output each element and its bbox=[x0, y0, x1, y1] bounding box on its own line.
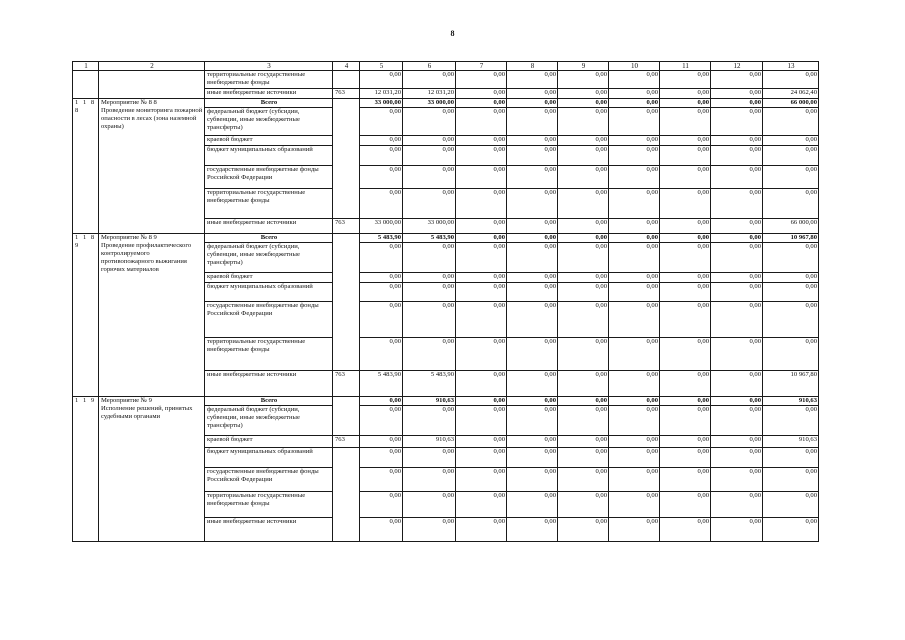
table-cell: 0,00 bbox=[609, 406, 660, 436]
col-header: 10 bbox=[609, 62, 660, 71]
table-cell: 0,00 bbox=[711, 166, 763, 189]
table-cell: государственные внебюджетные фонды Российской Федерации bbox=[205, 468, 333, 492]
table-cell: 0,00 bbox=[711, 146, 763, 166]
table-cell: 0,00 bbox=[456, 338, 507, 371]
table-cell bbox=[333, 71, 360, 89]
table-cell: 0,00 bbox=[609, 302, 660, 338]
table-cell: 0,00 bbox=[711, 234, 763, 243]
table-cell: Всего bbox=[205, 397, 333, 406]
table-cell bbox=[73, 71, 99, 99]
table-cell: 0,00 bbox=[456, 99, 507, 108]
table-cell: 0,00 bbox=[558, 273, 609, 283]
table-cell: 0,00 bbox=[507, 468, 558, 492]
table-cell: 0,00 bbox=[660, 338, 711, 371]
table-row-total bbox=[73, 397, 819, 406]
table-cell: 0,00 bbox=[507, 302, 558, 338]
table-cell: 0,00 bbox=[456, 436, 507, 448]
table-cell: 0,00 bbox=[558, 234, 609, 243]
table-cell: краевой бюджет bbox=[205, 136, 333, 146]
event-text: Исполнение решений, принятых судебными органами bbox=[101, 405, 193, 420]
table-cell: 0,00 bbox=[360, 518, 403, 542]
table-cell: 0,00 bbox=[507, 89, 558, 99]
table-cell: 0,00 bbox=[711, 436, 763, 448]
table-cell: иные внебюджетные источники bbox=[205, 518, 333, 542]
event-description bbox=[99, 397, 205, 542]
table-cell: государственные внебюджетные фонды Российской Федерации bbox=[205, 166, 333, 189]
col-header: 13 bbox=[763, 62, 819, 71]
table-cell: 0,00 bbox=[558, 89, 609, 99]
table-cell: 1 1 8 9 bbox=[73, 234, 99, 397]
table-cell: 0,00 bbox=[403, 71, 456, 89]
table-cell: 5 483,90 bbox=[403, 371, 456, 397]
col-header: 11 bbox=[660, 62, 711, 71]
table-cell: 0,00 bbox=[660, 468, 711, 492]
table-cell: 0,00 bbox=[660, 283, 711, 302]
table-cell: 0,00 bbox=[403, 136, 456, 146]
table-cell: территориальные государственные внебюджетные фонды bbox=[205, 492, 333, 518]
table-cell: 0,00 bbox=[456, 448, 507, 468]
table-cell: территориальные государственные внебюджетные фонды bbox=[205, 338, 333, 371]
table-cell: 0,00 bbox=[507, 219, 558, 234]
table-cell: государственные внебюджетные фонды Российской Федерации bbox=[205, 302, 333, 338]
table-cell: 0,00 bbox=[711, 71, 763, 89]
table-cell: 0,00 bbox=[660, 189, 711, 219]
table-cell: 0,00 bbox=[403, 189, 456, 219]
table-cell: 0,00 bbox=[609, 243, 660, 273]
table-cell: 0,00 bbox=[456, 273, 507, 283]
table-cell bbox=[333, 234, 360, 371]
table-cell: 0,00 bbox=[558, 146, 609, 166]
table-cell: 0,00 bbox=[360, 338, 403, 371]
table-cell: 0,00 bbox=[360, 243, 403, 273]
event-description bbox=[99, 99, 205, 234]
table-cell: 0,00 bbox=[507, 406, 558, 436]
table-cell: 0,00 bbox=[660, 166, 711, 189]
table-cell: 0,00 bbox=[507, 243, 558, 273]
table-cell: 0,00 bbox=[660, 518, 711, 542]
table-cell: 0,00 bbox=[609, 108, 660, 136]
table-cell: 910,63 bbox=[403, 436, 456, 448]
table-cell bbox=[333, 397, 360, 436]
table-cell: 0,00 bbox=[660, 136, 711, 146]
table-cell: 0,00 bbox=[763, 302, 819, 338]
table-cell: 0,00 bbox=[456, 492, 507, 518]
table-cell: 0,00 bbox=[558, 302, 609, 338]
table-cell: 0,00 bbox=[507, 234, 558, 243]
table-cell bbox=[99, 71, 205, 99]
budget-table bbox=[72, 61, 819, 542]
table-cell: 0,00 bbox=[711, 189, 763, 219]
table-cell: 0,00 bbox=[558, 436, 609, 448]
col-header: 2 bbox=[99, 62, 205, 71]
table-cell: иные внебюджетные источники bbox=[205, 219, 333, 234]
table-cell: 0,00 bbox=[660, 436, 711, 448]
table-cell: 0,00 bbox=[609, 397, 660, 406]
table-cell: 0,00 bbox=[507, 518, 558, 542]
table-cell: 0,00 bbox=[711, 243, 763, 273]
table-cell: 0,00 bbox=[456, 136, 507, 146]
table-cell: 0,00 bbox=[763, 468, 819, 492]
col-header: 9 bbox=[558, 62, 609, 71]
table-cell: 0,00 bbox=[507, 108, 558, 136]
table-cell: Всего bbox=[205, 234, 333, 243]
table-cell: бюджет муниципальных образований bbox=[205, 283, 333, 302]
table-cell: 0,00 bbox=[609, 166, 660, 189]
event-title: Мероприятие № 8 9 bbox=[101, 234, 157, 241]
table-cell: 24 062,40 bbox=[763, 89, 819, 99]
table-cell: 0,00 bbox=[507, 448, 558, 468]
table-cell: 5 483,90 bbox=[360, 371, 403, 397]
table-row-total bbox=[73, 234, 819, 243]
table-cell: 1 1 9 bbox=[73, 397, 99, 542]
table-cell: 0,00 bbox=[660, 219, 711, 234]
table-cell: 0,00 bbox=[456, 243, 507, 273]
table-cell: 0,00 bbox=[360, 397, 403, 406]
table-cell: 0,00 bbox=[360, 273, 403, 283]
table-cell: 0,00 bbox=[360, 492, 403, 518]
table-cell: 0,00 bbox=[403, 166, 456, 189]
table-cell: 0,00 bbox=[403, 108, 456, 136]
table-cell: 5 483,90 bbox=[360, 234, 403, 243]
table-cell: 0,00 bbox=[558, 518, 609, 542]
table-cell: 0,00 bbox=[660, 146, 711, 166]
table-cell: 0,00 bbox=[403, 406, 456, 436]
table-cell: 0,00 bbox=[660, 273, 711, 283]
table-cell: 0,00 bbox=[360, 71, 403, 89]
table-cell: 0,00 bbox=[558, 283, 609, 302]
table-cell: 0,00 bbox=[456, 166, 507, 189]
table-cell: 0,00 bbox=[507, 273, 558, 283]
table-cell: 0,00 bbox=[403, 492, 456, 518]
table-cell: иные внебюджетные источники bbox=[205, 371, 333, 397]
col-header: 4 bbox=[333, 62, 360, 71]
table-cell: 0,00 bbox=[609, 371, 660, 397]
event-text: Проведение мониторинга пожарной опасности в лесах (зона наземной охраны) bbox=[101, 107, 203, 130]
table-cell: бюджет муниципальных образований bbox=[205, 146, 333, 166]
table-cell: 0,00 bbox=[660, 99, 711, 108]
table-cell: 763 bbox=[333, 219, 360, 234]
table-cell: 0,00 bbox=[558, 166, 609, 189]
table-cell: 0,00 bbox=[558, 397, 609, 406]
table-cell: Всего bbox=[205, 99, 333, 108]
event-title: Мероприятие № 9 bbox=[101, 397, 152, 404]
table-cell: 0,00 bbox=[609, 146, 660, 166]
table-cell: 0,00 bbox=[456, 283, 507, 302]
table-cell: 0,00 bbox=[403, 302, 456, 338]
table-cell: 0,00 bbox=[507, 136, 558, 146]
table-cell: 910,63 bbox=[403, 397, 456, 406]
table-cell: 0,00 bbox=[403, 146, 456, 166]
table-cell: 0,00 bbox=[360, 136, 403, 146]
table-cell: федеральный бюджет (субсидии, субвенции, иные межбюджетные трансферты) bbox=[205, 406, 333, 436]
table-cell: 0,00 bbox=[609, 468, 660, 492]
table-row-total bbox=[73, 99, 819, 108]
table-cell: 0,00 bbox=[660, 448, 711, 468]
table-cell: бюджет муниципальных образований bbox=[205, 448, 333, 468]
table-cell: 0,00 bbox=[711, 397, 763, 406]
table-cell: 0,00 bbox=[558, 99, 609, 108]
table-cell: 0,00 bbox=[360, 189, 403, 219]
table-cell: 0,00 bbox=[558, 338, 609, 371]
table-cell: 0,00 bbox=[403, 338, 456, 371]
table-cell: 12 031,20 bbox=[360, 89, 403, 99]
table-cell: 0,00 bbox=[711, 448, 763, 468]
table-cell: 0,00 bbox=[609, 283, 660, 302]
table-cell: 0,00 bbox=[456, 406, 507, 436]
table-cell: 0,00 bbox=[360, 406, 403, 436]
table-cell: 0,00 bbox=[711, 338, 763, 371]
event-title: Мероприятие № 8 8 bbox=[101, 99, 157, 106]
table-cell: 0,00 bbox=[609, 448, 660, 468]
table-cell: 0,00 bbox=[507, 492, 558, 518]
table-cell: 0,00 bbox=[360, 146, 403, 166]
event-text: Проведение профилактического контролируемого противопожарного выжигания горючих материалов bbox=[101, 242, 192, 273]
table-cell bbox=[333, 99, 360, 219]
table-cell: 0,00 bbox=[360, 166, 403, 189]
table-cell: федеральный бюджет (субсидии, субвенции, иные межбюджетные трансферты) bbox=[205, 108, 333, 136]
table-cell: 0,00 bbox=[609, 518, 660, 542]
table-cell: 0,00 bbox=[507, 189, 558, 219]
table-cell: 0,00 bbox=[403, 243, 456, 273]
table-cell: краевой бюджет bbox=[205, 436, 333, 448]
table-cell: 0,00 bbox=[507, 71, 558, 89]
table-cell: 66 000,00 bbox=[763, 99, 819, 108]
table-cell: федеральный бюджет (субсидии, субвенции, иные межбюджетные трансферты) bbox=[205, 243, 333, 273]
table-cell: иные внебюджетные источники bbox=[205, 89, 333, 99]
table-cell: 0,00 bbox=[558, 136, 609, 146]
table-cell: 0,00 bbox=[403, 468, 456, 492]
table-cell: 0,00 bbox=[711, 492, 763, 518]
page-number: 8 bbox=[450, 29, 455, 38]
table-cell: 0,00 bbox=[711, 283, 763, 302]
table-cell: 763 bbox=[333, 436, 360, 448]
table-cell: 0,00 bbox=[763, 338, 819, 371]
table-row bbox=[73, 71, 819, 89]
table-cell: 0,00 bbox=[456, 371, 507, 397]
table-cell: 0,00 bbox=[763, 448, 819, 468]
table-cell: 0,00 bbox=[660, 234, 711, 243]
table-cell: 0,00 bbox=[711, 518, 763, 542]
table-cell: 0,00 bbox=[507, 397, 558, 406]
table-cell: 0,00 bbox=[507, 338, 558, 371]
table-cell: 0,00 bbox=[456, 234, 507, 243]
event-description bbox=[99, 234, 205, 397]
table-cell: 12 031,20 bbox=[403, 89, 456, 99]
col-header: 5 bbox=[360, 62, 403, 71]
table-cell: 0,00 bbox=[456, 302, 507, 338]
table-cell: 10 967,80 bbox=[763, 234, 819, 243]
col-header: 7 bbox=[456, 62, 507, 71]
table-cell: 0,00 bbox=[711, 302, 763, 338]
table-cell: 0,00 bbox=[558, 189, 609, 219]
table-cell: 0,00 bbox=[558, 243, 609, 273]
table-cell: 10 967,80 bbox=[763, 371, 819, 397]
table-cell: 0,00 bbox=[403, 283, 456, 302]
table-cell: 0,00 bbox=[360, 108, 403, 136]
table-cell: 0,00 bbox=[456, 518, 507, 542]
table-cell: 0,00 bbox=[558, 492, 609, 518]
table-cell: 0,00 bbox=[360, 448, 403, 468]
table-cell: 0,00 bbox=[660, 302, 711, 338]
table-cell: 763 bbox=[333, 89, 360, 99]
table-cell: 0,00 bbox=[660, 492, 711, 518]
table-cell: 0,00 bbox=[763, 166, 819, 189]
table-cell: 0,00 bbox=[507, 371, 558, 397]
table-cell: 0,00 bbox=[763, 273, 819, 283]
table-cell: 0,00 bbox=[558, 219, 609, 234]
table-cell: 0,00 bbox=[763, 283, 819, 302]
table-cell: 0,00 bbox=[507, 283, 558, 302]
table-cell: 0,00 bbox=[660, 243, 711, 273]
col-header: 8 bbox=[507, 62, 558, 71]
table-cell: 0,00 bbox=[558, 406, 609, 436]
table-cell: 0,00 bbox=[456, 71, 507, 89]
table-cell: 0,00 bbox=[660, 89, 711, 99]
table-cell: 910,63 bbox=[763, 397, 819, 406]
table-cell: 0,00 bbox=[711, 136, 763, 146]
table-cell: 0,00 bbox=[360, 302, 403, 338]
table-cell: 763 bbox=[333, 371, 360, 397]
table-cell: 0,00 bbox=[763, 492, 819, 518]
table-cell: 0,00 bbox=[456, 219, 507, 234]
table-cell: 0,00 bbox=[456, 189, 507, 219]
table-cell: 0,00 bbox=[456, 468, 507, 492]
table-cell: 0,00 bbox=[609, 71, 660, 89]
table-cell: 5 483,90 bbox=[403, 234, 456, 243]
table-cell: 0,00 bbox=[763, 518, 819, 542]
table-cell: 0,00 bbox=[660, 71, 711, 89]
table-cell: 33 000,00 bbox=[403, 219, 456, 234]
table-cell: 33 000,00 bbox=[360, 99, 403, 108]
table-cell: 910,63 bbox=[763, 436, 819, 448]
table-cell: краевой бюджет bbox=[205, 273, 333, 283]
table-cell: 0,00 bbox=[456, 397, 507, 406]
table-cell: 1 1 8 8 bbox=[73, 99, 99, 234]
col-header: 3 bbox=[205, 62, 333, 71]
table-cell: 66 000,00 bbox=[763, 219, 819, 234]
col-header: 1 bbox=[73, 62, 99, 71]
table-cell: 0,00 bbox=[558, 468, 609, 492]
table-cell: 0,00 bbox=[403, 518, 456, 542]
table-cell: 0,00 bbox=[763, 71, 819, 89]
table-cell: 33 000,00 bbox=[360, 219, 403, 234]
table-cell: 0,00 bbox=[711, 406, 763, 436]
table-cell: 0,00 bbox=[660, 406, 711, 436]
table-cell: территориальные государственные внебюджетные фонды bbox=[205, 189, 333, 219]
table-cell: 0,00 bbox=[763, 243, 819, 273]
table-cell: 0,00 bbox=[711, 99, 763, 108]
table-cell: 0,00 bbox=[609, 234, 660, 243]
table-cell: 0,00 bbox=[711, 89, 763, 99]
table-cell: 0,00 bbox=[711, 371, 763, 397]
table-cell: 0,00 bbox=[456, 146, 507, 166]
table-cell: 0,00 bbox=[360, 283, 403, 302]
col-header: 12 bbox=[711, 62, 763, 71]
table-cell: 0,00 bbox=[609, 436, 660, 448]
table-cell: 0,00 bbox=[360, 436, 403, 448]
table-cell: 0,00 bbox=[609, 189, 660, 219]
table-cell: 0,00 bbox=[360, 468, 403, 492]
column-number-row bbox=[73, 62, 819, 71]
table-cell: 0,00 bbox=[660, 397, 711, 406]
table-cell: 0,00 bbox=[507, 166, 558, 189]
table-cell: 0,00 bbox=[609, 492, 660, 518]
table-cell bbox=[333, 448, 360, 542]
table-cell: 0,00 bbox=[507, 436, 558, 448]
table-cell: 33 000,00 bbox=[403, 99, 456, 108]
table-cell: 0,00 bbox=[507, 146, 558, 166]
table-cell: 0,00 bbox=[403, 273, 456, 283]
table-cell: 0,00 bbox=[558, 371, 609, 397]
table-cell: 0,00 bbox=[609, 219, 660, 234]
table-cell: территориальные государственные внебюджетные фонды bbox=[205, 71, 333, 89]
table-cell: 0,00 bbox=[660, 108, 711, 136]
table-cell: 0,00 bbox=[660, 371, 711, 397]
table-cell: 0,00 bbox=[711, 273, 763, 283]
col-header: 6 bbox=[403, 62, 456, 71]
table-cell: 0,00 bbox=[558, 71, 609, 89]
table-cell: 0,00 bbox=[609, 136, 660, 146]
table-cell: 0,00 bbox=[558, 448, 609, 468]
table-cell: 0,00 bbox=[456, 108, 507, 136]
table-cell: 0,00 bbox=[507, 99, 558, 108]
table-cell: 0,00 bbox=[609, 273, 660, 283]
table-cell: 0,00 bbox=[763, 136, 819, 146]
table-cell: 0,00 bbox=[711, 468, 763, 492]
table-cell: 0,00 bbox=[609, 338, 660, 371]
table-cell: 0,00 bbox=[609, 99, 660, 108]
table-cell: 0,00 bbox=[763, 189, 819, 219]
table-cell: 0,00 bbox=[403, 448, 456, 468]
table-cell: 0,00 bbox=[558, 108, 609, 136]
table-cell: 0,00 bbox=[711, 108, 763, 136]
table-cell: 0,00 bbox=[763, 146, 819, 166]
table-cell: 0,00 bbox=[763, 406, 819, 436]
table-cell: 0,00 bbox=[609, 89, 660, 99]
table-cell: 0,00 bbox=[711, 219, 763, 234]
table-cell: 0,00 bbox=[456, 89, 507, 99]
table-cell: 0,00 bbox=[763, 108, 819, 136]
